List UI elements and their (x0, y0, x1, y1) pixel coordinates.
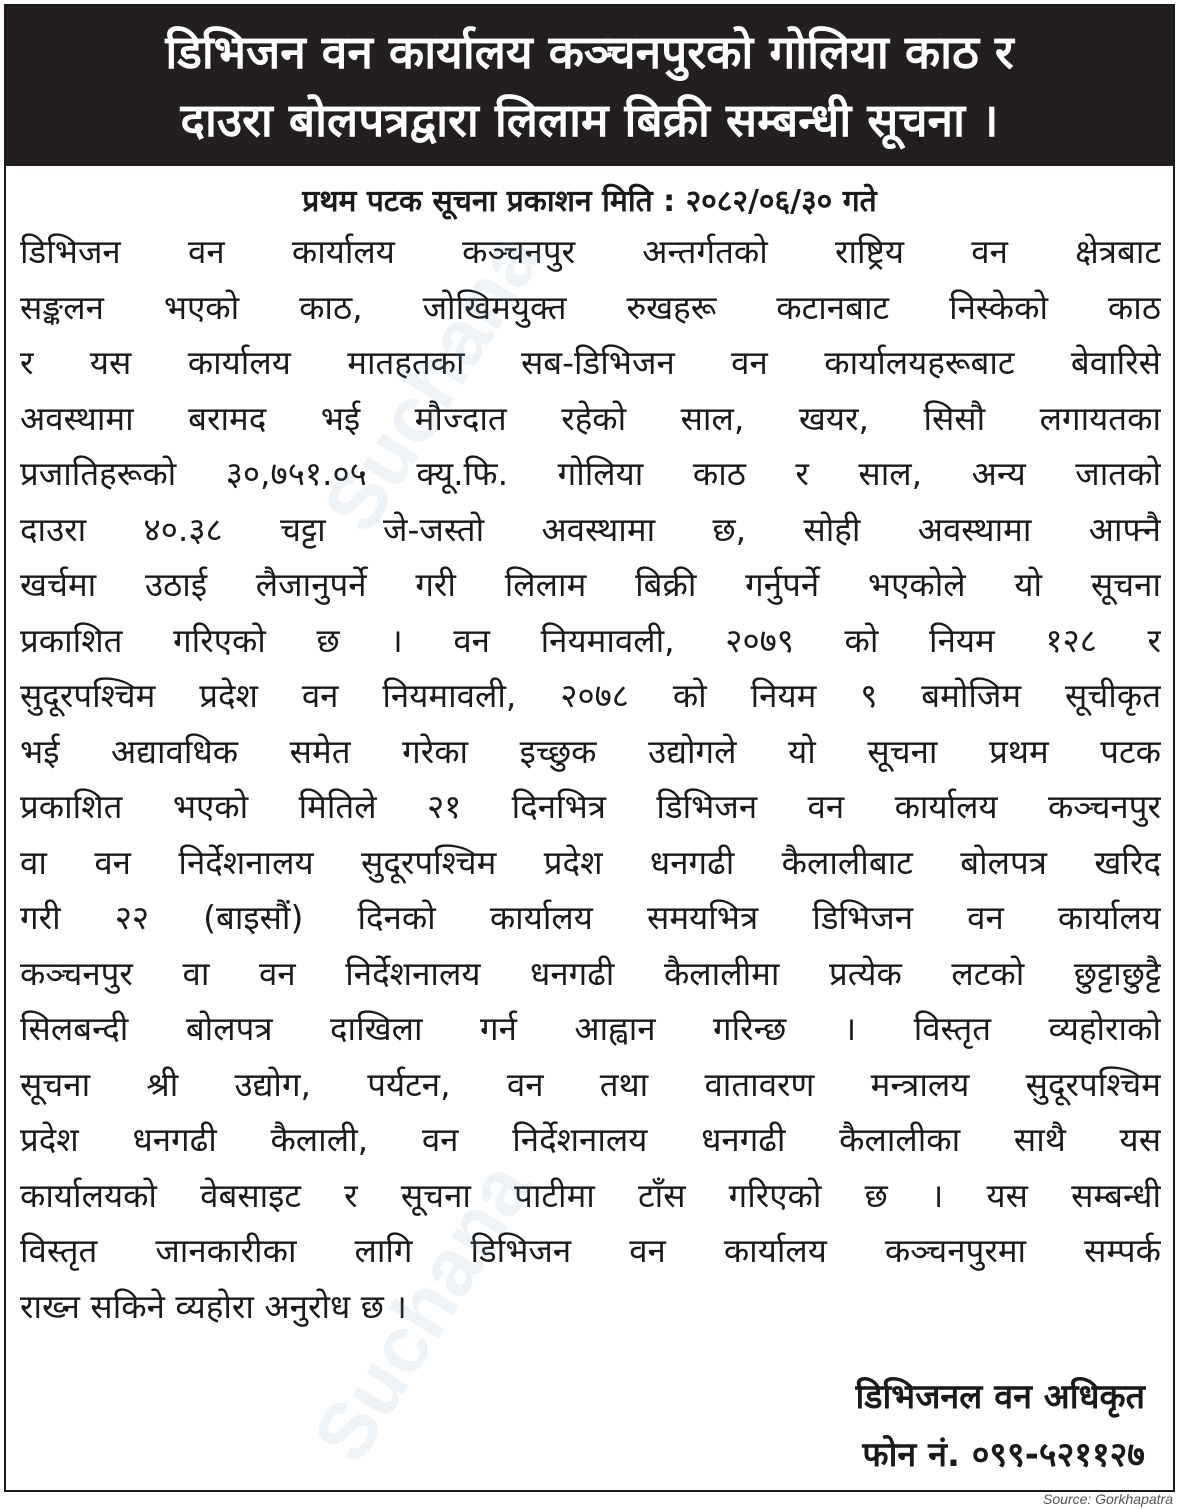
body-line: वा वन निर्देशनालय सुदूरपश्चिम प्रदेश धनगढी कैलालीबाट बोलपत्र खरिद (20, 842, 1161, 882)
phone-number: फोन नं. ०९९-५२११२७ (862, 1435, 1145, 1475)
signature-block (856, 1368, 1146, 1484)
body-line: कञ्चनपुर वा वन निर्देशनालय धनगढी कैलालीमा प्रत्येक लटको छुट्टाछुट्टै (20, 953, 1161, 993)
watermark-logo: Suchana (296, 1146, 549, 1477)
body-line: भई अद्यावधिक समेत गरेका इच्छुक उद्योगले यो सूचना प्रथम पटक (20, 731, 1161, 771)
body-line: गरी २२ (बाइसौं) दिनको कार्यालय समयभित्र डिभिजन वन कार्यालय (20, 898, 1161, 937)
body-line: प्रदेश धनगढी कैलाली, वन निर्देशनालय धनगढी कैलालीका साथै यस (20, 1120, 1161, 1159)
body-line: कार्यालयको वेबसाइट र सूचना पाटीमा टाँस गरिएको छ । यस सम्बन्धी (20, 1175, 1161, 1215)
body-line: दाउरा ४०.३८ चट्टा जे-जस्तो अवस्थामा छ, सोही अवस्थामा आफ्नै (20, 509, 1161, 549)
header-title-line-1: डिभिजन वन कार्यालय कञ्चनपुरको गोलिया काठ र (165, 25, 1014, 79)
header-title-line-2: दाउरा बोलपत्रद्वारा लिलाम बिक्री सम्बन्धी सूचना । (180, 93, 999, 147)
body-line: विस्तृत जानकारीका लागि डिभिजन वन कार्यालय कञ्चनपुरमा सम्पर्क (20, 1231, 1161, 1270)
body-line: खर्चमा उठाई लैजानुपर्ने गरी लिलाम बिक्री गर्नुपर्ने भएकोले यो सूचना (20, 565, 1161, 604)
body-line: सङ्कलन भएको काठ, जोखिमयुक्त रुखहरू कटानबाट निस्केको काठ (20, 287, 1161, 327)
body-line: प्रकाशित गरिएको छ । वन नियमावली, २०७९ को नियम १२८ र (20, 620, 1161, 660)
notice-header (6, 6, 1173, 166)
body-line: प्रकाशित भएको मितिले २१ दिनभित्र डिभिजन वन कार्यालय कञ्चनपुर (20, 787, 1161, 826)
source-credit: Source: Gorkhapatra (1043, 1491, 1173, 1507)
publication-date: प्रथम पटक सूचना प्रकाशन मिति : २०८२/०६/३० गते (302, 184, 877, 219)
watermark-logo: Suchana (306, 216, 559, 547)
body-line: सुदूरपश्चिम प्रदेश वन नियमावली, २०७८ को नियम ९ बमोजिम सूचीकृत (20, 676, 1161, 715)
body-line: अवस्थामा बरामद भई मौज्दात रहेको साल, खयर, सिसौ लगायतका (20, 398, 1161, 438)
body-line: राख्न सकिने व्यहोरा अनुरोध छ । (20, 1286, 407, 1326)
notice (4, 4, 1175, 1492)
body-line: र यस कार्यालय मातहतका सब-डिभिजन वन कार्यालयहरूबाट बेवारिसे (20, 343, 1161, 382)
notice-body (6, 224, 1173, 1334)
body-line: सूचना श्री उद्योग, पर्यटन, वन तथा वातावरण मन्त्रालय सुदूरपश्चिम (20, 1064, 1161, 1104)
signatory-title: डिभिजनल वन अधिकृत (855, 1377, 1145, 1417)
body-line: सिलबन्दी बोलपत्र दाखिला गर्न आह्वान गरिन्छ । विस्तृत व्यहोराको (20, 1009, 1161, 1048)
body-line: प्रजातिहरूको ३०,७५१.०५ क्यू.फि. गोलिया काठ र साल, अन्य जातको (20, 454, 1161, 493)
body-line: डिभिजन वन कार्यालय कञ्चनपुर अन्तर्गतको राष्ट्रिय वन क्षेत्रबाट (20, 232, 1161, 271)
